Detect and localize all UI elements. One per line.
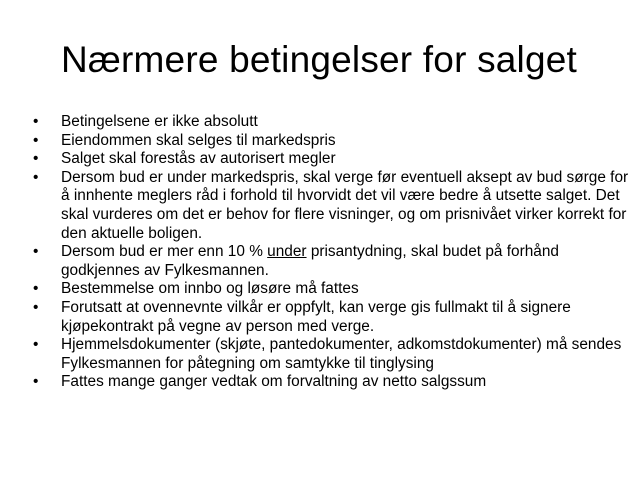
bullet-text: Fattes mange ganger vedtak om forvaltning av netto salgssum [61, 373, 487, 391]
bullet-text-after: prisantydning, skal budet på forhånd godkjennes av Fylkesmannen. [61, 243, 559, 279]
underlined-word: under [267, 243, 307, 261]
bullet-text: Dersom bud er under markedspris, skal verge før eventuell aksept av bud sørge for å innhente meglers råd i forhold til hvorvidt det vil være bedre å utsette salget. Det skal vurderes om det er behov for flere visninger, og om prisnivået virker korrekt for den aktuelle boligen. [61, 168, 629, 242]
bullet-item [33, 280, 633, 299]
slide-title: Nærmere betingelser for salget [61, 39, 577, 80]
bullet-item [33, 113, 633, 132]
bullet-item [33, 132, 633, 151]
bullet-dot-icon: • [33, 280, 39, 298]
bullet-dot-icon: • [33, 131, 39, 149]
bullet-dot-icon: • [33, 298, 39, 316]
bullet-text: Eiendommen skal selges til markedspris [61, 131, 336, 149]
bullet-text: Salget skal forestås av autorisert megler [61, 150, 336, 168]
bullet-item [33, 169, 633, 243]
bullet-item [33, 336, 633, 373]
bullet-item [33, 150, 633, 169]
bullet-item [33, 373, 633, 392]
bullet-dot-icon: • [33, 150, 39, 168]
bullet-text: Betingelsene er ikke absolutt [61, 113, 258, 130]
bullet-dot-icon: • [33, 113, 39, 130]
bullet-text: Forutsatt at ovennevnte vilkår er oppfylt, kan verge gis fullmakt til å signere kjøpekontrakt på vegne av person med verge. [61, 298, 571, 335]
bullet-dot-icon: • [33, 243, 39, 261]
bullet-item [33, 299, 633, 336]
bullet-item [33, 243, 633, 280]
bullet-text [61, 243, 559, 279]
bullet-dot-icon: • [33, 336, 39, 354]
bullet-list [33, 113, 633, 392]
bullet-dot-icon: • [33, 373, 39, 391]
bullet-dot-icon: • [33, 168, 39, 186]
bullet-text: Bestemmelse om innbo og løsøre må fattes [61, 280, 359, 298]
bullet-text-before: Dersom bud er mer enn 10 % [61, 243, 268, 261]
bullet-text: Hjemmelsdokumenter (skjøte, pantedokumenter, adkomstdokumenter) må sendes Fylkesmannen for påtegning om samtykke til tinglysing [61, 336, 622, 372]
